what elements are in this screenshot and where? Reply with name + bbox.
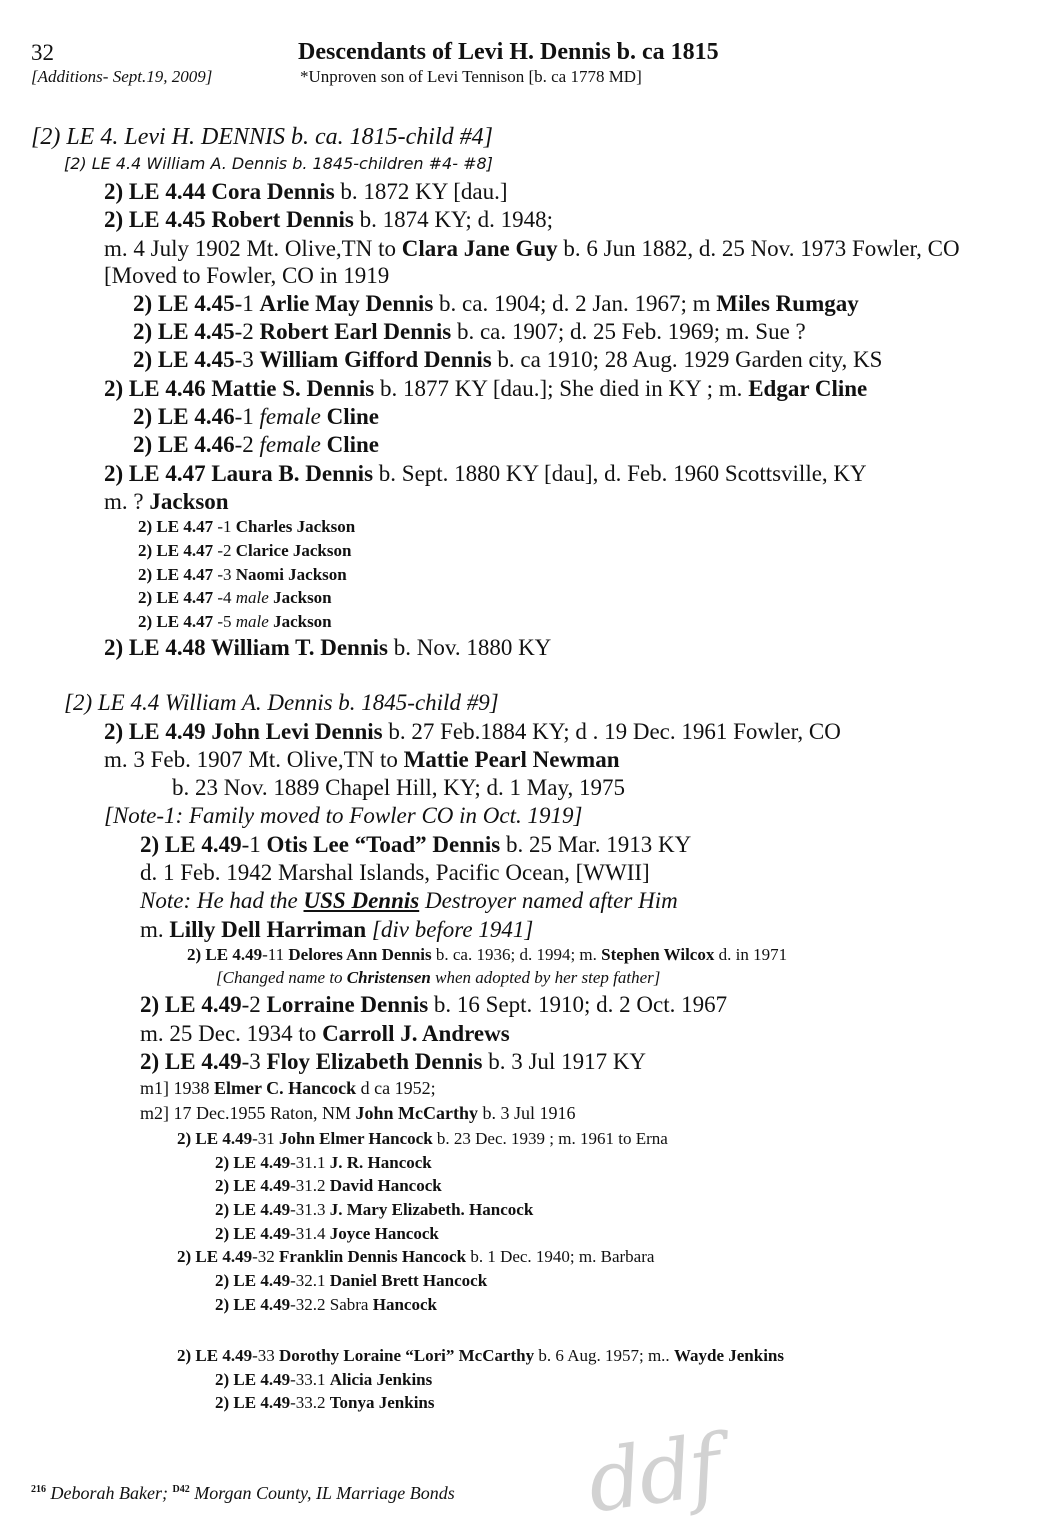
entry-text: Edgar Cline <box>748 376 868 401</box>
entry-line <box>172 775 625 801</box>
entry-line <box>177 1346 784 1366</box>
entry-text: Destroyer named after Him <box>419 888 678 913</box>
entry-text: d ca 1952; <box>356 1078 436 1098</box>
entry-line <box>215 1295 437 1315</box>
initials-stamp: ddf <box>581 1416 724 1532</box>
entry-text: Jackson <box>268 612 332 631</box>
entry-text: 2) LE 4.49 <box>215 1224 291 1243</box>
entry-text: [2) LE 4.4 William A. Dennis b. 1845-children #4- #8] <box>64 154 493 173</box>
additions-date: [Additions- Sept.19, 2009] <box>31 67 213 86</box>
entry-text: b. 6 Aug. 1957; m.. <box>534 1346 674 1365</box>
entry-text: 2) LE 4.49 <box>177 1129 253 1148</box>
entry-text: b. 23 Dec. 1939 ; m. 1961 to Erna <box>432 1129 668 1148</box>
entry-line <box>140 1049 646 1075</box>
entry-text: -2 <box>241 992 267 1017</box>
entry-text: Dorothy Loraine “Lori” McCarthy <box>279 1346 535 1365</box>
entry-line <box>104 263 389 289</box>
entry-text: Hancock <box>372 1295 437 1314</box>
entry-line <box>140 832 691 858</box>
entry-line <box>215 1224 439 1244</box>
entry-text: b. ca. 1907; d. 25 Feb. 1969; m. Sue ? <box>451 319 806 344</box>
entry-text: 2) LE 4.46 <box>104 376 212 401</box>
entry-text: Cline <box>320 404 379 429</box>
entry-text: m. 4 July 1902 Mt. Olive,TN to <box>104 236 402 261</box>
entry-text: Jackson <box>149 489 229 514</box>
entry-text: 2) LE 4.49 <box>177 1346 253 1365</box>
entry-text: -31.1 <box>290 1153 330 1172</box>
entry-text: b. 1874 KY; d. 1948; <box>353 207 553 232</box>
entry-text: J. Mary Elizabeth. Hancock <box>329 1200 534 1219</box>
entry-text: 2) LE 4.49 <box>215 1393 291 1412</box>
entry-text: 2) LE 4.45 <box>133 347 235 372</box>
entry-line <box>140 1103 576 1124</box>
entry-line <box>104 747 620 773</box>
entry-text: J. R. Hancock <box>329 1153 432 1172</box>
entry-text: b. Sept. 1880 KY [dau], d. Feb. 1960 Scottsville, KY <box>373 461 867 486</box>
entry-text: 2) LE 4.49 <box>187 945 263 964</box>
entry-line <box>104 376 867 402</box>
entry-text: 2) LE 4.47 <box>138 612 218 631</box>
entry-text: m. 25 Dec. 1934 to <box>140 1021 323 1046</box>
entry-text: -2 <box>234 319 260 344</box>
footnote-ref-d42: D42 <box>172 1484 190 1495</box>
entry-line <box>215 1271 487 1291</box>
entry-line <box>104 207 553 233</box>
entry-line <box>140 888 678 914</box>
entry-text: Delores Ann Dennis <box>288 945 432 964</box>
entry-line <box>140 860 650 886</box>
entry-text: Mattie Pearl Newman <box>403 747 620 772</box>
entry-text: Robert Earl Dennis <box>259 319 452 344</box>
entry-text: [Note-1: Family moved to Fowler CO in Oct. 1919] <box>104 803 583 828</box>
entry-text: 2) LE 4.47 <box>138 541 218 560</box>
entry-text: female <box>259 404 321 429</box>
entry-text: Tonya Jenkins <box>329 1393 435 1412</box>
entry-text: b. Nov. 1880 KY <box>387 635 552 660</box>
entry-text: male <box>235 612 269 631</box>
entry-text: Jackson <box>268 588 332 607</box>
entry-line <box>215 1153 432 1173</box>
entry-text: Robert Dennis <box>211 207 354 232</box>
entry-text: -1 <box>217 517 236 536</box>
entry-text: [2) LE 4. Levi H. DENNIS b. ca. 1815-child #4] <box>31 124 493 150</box>
footnote-text-1: Deborah Baker; <box>46 1483 173 1503</box>
footnote-text-2: Morgan County, IL Marriage Bonds <box>189 1483 455 1503</box>
entry-text: b. ca. 1904; d. 2 Jan. 1967; m <box>433 291 717 316</box>
entry-text: -3 <box>241 1049 267 1074</box>
entry-text: b. 27 Feb.1884 KY; d . 19 Dec. 1961 Fowler, CO <box>382 719 841 744</box>
entry-text: 2) LE 4.47 <box>104 461 212 486</box>
entry-text: b. 1872 KY [dau.] <box>334 179 508 204</box>
entry-text: Carroll J. Andrews <box>322 1021 510 1046</box>
entry-text: -32.2 Sabra <box>290 1295 373 1314</box>
entry-line <box>133 404 379 430</box>
entry-text: -11 <box>262 945 289 964</box>
entry-line <box>64 690 499 716</box>
entry-text: b. 23 Nov. 1889 Chapel Hill, KY; d. 1 May, 1975 <box>172 775 625 800</box>
entry-text: Miles Rumgay <box>716 291 859 316</box>
entry-line <box>187 945 787 965</box>
entry-text: William T. Dennis <box>210 635 388 660</box>
entry-line <box>140 917 533 943</box>
page-title: Descendants of Levi H. Dennis b. ca 1815 <box>298 39 719 65</box>
entry-text: [div before 1941] <box>366 917 534 942</box>
entry-text: -1 <box>234 404 260 429</box>
entry-line <box>104 179 508 205</box>
entry-text: John McCarthy <box>355 1103 478 1123</box>
entry-text: 2) LE 4.49 <box>215 1153 291 1172</box>
entry-text: 2) LE 4.47 <box>138 588 218 607</box>
entry-text: [2) LE 4.4 William A. Dennis b. 1845-child #9] <box>64 690 499 715</box>
entry-text: b. 1 Dec. 1940; m. Barbara <box>466 1247 655 1266</box>
entry-text: d. in 1971 <box>714 945 788 964</box>
entry-line <box>177 1129 668 1149</box>
entry-line <box>31 124 493 151</box>
entry-line <box>177 1247 654 1267</box>
entry-text: 2) LE 4.46 <box>133 404 235 429</box>
page-number: 32 <box>31 40 54 65</box>
entry-line <box>104 635 551 661</box>
page-subtitle: *Unproven son of Levi Tennison [b. ca 1778 MD] <box>300 67 642 86</box>
entry-text: USS Dennis <box>303 888 420 913</box>
entry-text: Arlie May Dennis <box>259 291 434 316</box>
entry-line <box>133 291 859 317</box>
entry-text: when adopted by her step father] <box>430 968 661 987</box>
entry-line <box>104 719 841 745</box>
entry-text: d. 1 Feb. 1942 Marshal Islands, Pacific Ocean, [WWII] <box>140 860 650 885</box>
entry-text: b. ca. 1936; d. 1994; m. <box>431 945 602 964</box>
entry-text: -3 <box>217 565 236 584</box>
entry-text: m. ? <box>104 489 150 514</box>
entry-text: 2) LE 4.49 <box>215 1295 291 1314</box>
entry-text: Naomi Jackson <box>235 565 347 584</box>
entry-text: -2 <box>234 432 260 457</box>
entry-text: b. 25 Mar. 1913 KY <box>500 832 692 857</box>
entry-text: Clara Jane Guy <box>401 236 558 261</box>
entry-line <box>104 461 867 487</box>
entry-line <box>140 1021 510 1047</box>
entry-line <box>138 565 347 585</box>
entry-line <box>104 803 582 829</box>
entry-line <box>216 968 660 988</box>
entry-text: Joyce Hancock <box>329 1224 439 1243</box>
footnote <box>31 1483 455 1504</box>
entry-line <box>138 612 332 632</box>
entry-text: b. 6 Jun 1882, d. 25 Nov. 1973 Fowler, CO <box>557 236 960 261</box>
entry-text: Charles Jackson <box>235 517 356 536</box>
entry-text: female <box>259 432 321 457</box>
entry-text: b. 16 Sept. 1910; d. 2 Oct. 1967 <box>428 992 728 1017</box>
entry-text: 2) LE 4.49 <box>215 1176 291 1195</box>
entry-text: -31 <box>252 1129 280 1148</box>
entry-text: -2 <box>217 541 236 560</box>
entry-text: m. <box>140 917 170 942</box>
entry-text: 2) LE 4.49 <box>140 992 242 1017</box>
entry-text: b. ca 1910; 28 Aug. 1929 Garden city, KS <box>491 347 883 372</box>
entry-text: -32.1 <box>290 1271 330 1290</box>
entry-text: -31.2 <box>290 1176 330 1195</box>
entry-text: -5 <box>217 612 236 631</box>
entry-text: 2) LE 4.49 <box>177 1247 253 1266</box>
entry-text: -1 <box>241 832 267 857</box>
entry-text: Wayde Jenkins <box>673 1346 784 1365</box>
entry-text: -33.1 <box>290 1370 330 1389</box>
entry-text: 2) LE 4.45 <box>133 319 235 344</box>
entry-text: 2) LE 4.49 <box>215 1370 291 1389</box>
entry-text: David Hancock <box>329 1176 442 1195</box>
entry-text: 2) LE 4.49 <box>215 1200 291 1219</box>
entry-text: Cline <box>320 432 379 457</box>
entry-text: 2) LE 4.49 <box>140 1049 242 1074</box>
entry-line <box>133 319 806 345</box>
entry-line <box>138 588 332 608</box>
entry-text: 2) LE 4.47 <box>138 517 218 536</box>
entry-text: Lilly Dell Harriman <box>169 917 367 942</box>
entry-text: male <box>235 588 269 607</box>
entry-line <box>133 347 882 373</box>
entry-text: Note: He had the <box>140 888 304 913</box>
entry-text: 2) LE 4.48 <box>104 635 211 660</box>
entry-text: -31.4 <box>290 1224 330 1243</box>
entry-text: -33.2 <box>290 1393 330 1412</box>
entry-text: Mattie S. Dennis <box>211 376 375 401</box>
entry-line <box>215 1393 435 1413</box>
entry-text: [Moved to Fowler, CO in 1919 <box>104 263 390 288</box>
entry-line <box>215 1200 533 1220</box>
entry-text: Lorraine Dennis <box>266 992 429 1017</box>
entry-text: John Levi Dennis <box>211 719 383 744</box>
entry-text: b. 1877 KY [dau.]; She died in KY ; m. <box>374 376 749 401</box>
entry-text: Alicia Jenkins <box>329 1370 433 1389</box>
entry-text: m2] 17 Dec.1955 Raton, NM <box>140 1103 356 1123</box>
entry-text: -31.3 <box>290 1200 330 1219</box>
entry-line <box>138 517 355 537</box>
entry-text: 2) LE 4.49 <box>215 1271 291 1290</box>
entry-text: -3 <box>234 347 260 372</box>
entry-text: b. 3 Jul 1917 KY <box>482 1049 647 1074</box>
entry-text: b. 3 Jul 1916 <box>477 1103 576 1123</box>
entry-text: Floy Elizabeth Dennis <box>266 1049 483 1074</box>
entry-text: [Changed name to <box>216 968 347 987</box>
entry-text: William Gifford Dennis <box>259 347 492 372</box>
entry-text: Elmer C. Hancock <box>214 1078 357 1098</box>
entry-text: Stephen Wilcox <box>601 945 715 964</box>
entry-text: Daniel Brett Hancock <box>329 1271 488 1290</box>
entry-line <box>215 1370 432 1390</box>
entry-line <box>104 489 229 515</box>
entry-text: 2) LE 4.49 <box>140 832 242 857</box>
entry-line <box>64 154 493 173</box>
entry-text: 2) LE 4.45 <box>133 291 235 316</box>
entry-text: Franklin Dennis Hancock <box>279 1247 467 1266</box>
entry-text: Otis Lee “Toad” Dennis <box>266 832 501 857</box>
entry-text: Clarice Jackson <box>235 541 352 560</box>
entry-text: John Elmer Hancock <box>279 1129 433 1148</box>
entry-text: 2) LE 4.45 <box>104 207 212 232</box>
entry-text: 2) LE 4.44 <box>104 179 212 204</box>
entry-line <box>133 432 379 458</box>
entry-text: Laura B. Dennis <box>211 461 374 486</box>
entry-line <box>140 1078 436 1099</box>
entry-text: -33 <box>252 1346 280 1365</box>
entry-line <box>138 541 351 561</box>
entry-text: -1 <box>234 291 260 316</box>
entry-text: m. 3 Feb. 1907 Mt. Olive,TN to <box>104 747 404 772</box>
entry-line <box>215 1176 442 1196</box>
entry-line <box>140 992 727 1018</box>
entry-text: 2) LE 4.47 <box>138 565 218 584</box>
entry-text: -32 <box>252 1247 280 1266</box>
entry-line <box>104 236 960 262</box>
entry-text: m1] 1938 <box>140 1078 214 1098</box>
entry-text: 2) LE 4.46 <box>133 432 235 457</box>
entry-text: -4 <box>217 588 236 607</box>
entry-text: Cora Dennis <box>211 179 335 204</box>
entry-text: Christensen <box>346 968 431 987</box>
entry-text: 2) LE 4.49 <box>104 719 212 744</box>
footnote-ref-216: 216 <box>31 1484 46 1495</box>
